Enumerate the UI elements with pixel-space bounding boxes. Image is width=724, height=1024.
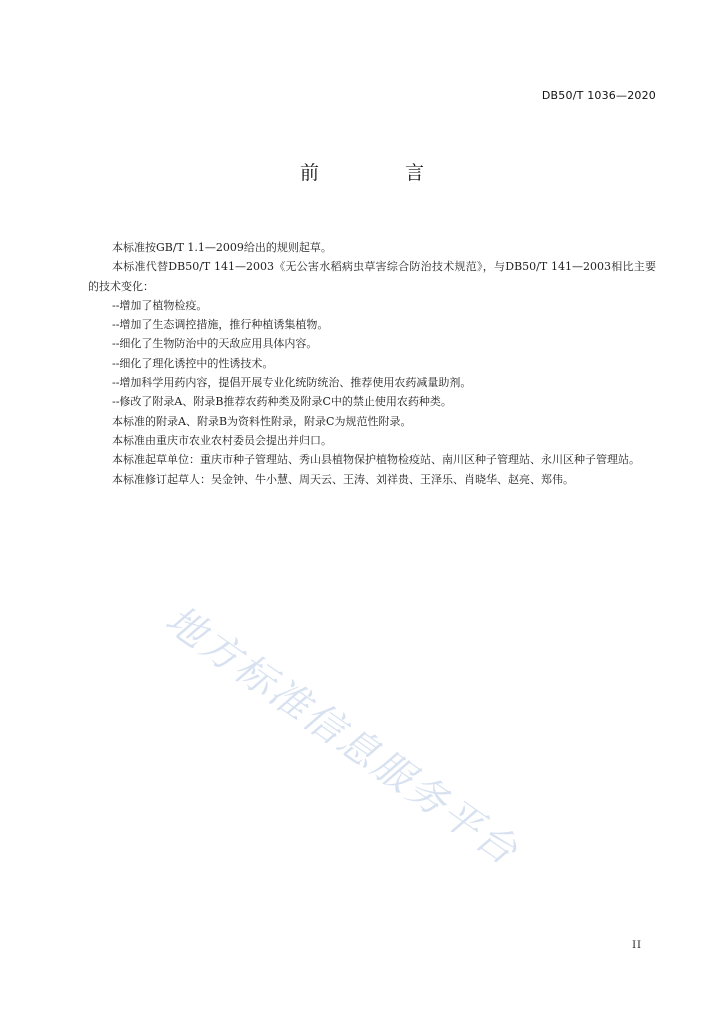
paragraph-appendix-nature: 本标准的附录A、附录B为资料性附录，附录C为规范性附录。: [112, 414, 412, 428]
foreword-body: [88, 238, 656, 489]
list-item-appendix-revision: --修改了附录A、附录B推荐农药种类及附录C中的禁止使用农药种类。: [112, 395, 452, 409]
page-title: 前 言: [299, 162, 465, 184]
paragraph-drafting-rules: 本标准按GB/T 1.1—2009给出的规则起草。: [112, 241, 332, 254]
document-code: DB50/T 1036—2020: [541, 89, 656, 102]
page-number: II: [632, 940, 642, 951]
watermark: 地方标准信息服务平台: [157, 597, 527, 876]
list-item-biological-control: --细化了生物防治中的天敌应用具体内容。: [112, 337, 318, 351]
list-item-plant-quarantine: --增加了植物检疫。: [112, 298, 208, 312]
paragraph-replacement: 本标准代替DB50/T 141—2003《无公害水稻病虫草害综合防治技术规范》，与DB50/T 141—2003相比主要的技术变化：: [88, 260, 656, 293]
paragraph-drafting-units: 本标准起草单位：重庆市种子管理站、秀山县植物保护植物检疫站、南川区种子管理站、永川区种子管理站。: [112, 453, 640, 467]
list-item-scientific-pesticide-use: --增加科学用药内容，提倡开展专业化统防统治、推荐使用农药减量助剂。: [112, 376, 472, 390]
paragraph-drafters: 本标准修订起草人：吴金钟、牛小慧、周天云、王涛、刘祥贵、王泽乐、肖晓华、赵亮、郑伟。: [112, 472, 574, 486]
paragraph-proposer: 本标准由重庆市农业农村委员会提出并归口。: [112, 433, 332, 447]
list-item-ecological-control: --增加了生态调控措施，推行种植诱集植物。: [112, 318, 329, 332]
list-item-physical-chemical-control: --细化了理化诱控中的性诱技术。: [112, 356, 274, 370]
